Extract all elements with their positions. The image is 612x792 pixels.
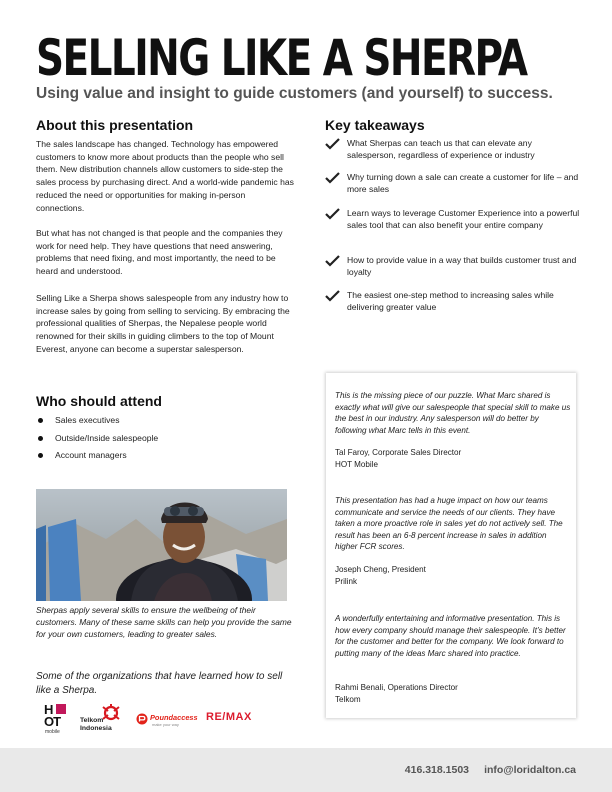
- takeaway-item: How to provide value in a way that builds customer trust and loyalty: [325, 254, 580, 289]
- checkmark-icon: [325, 138, 340, 150]
- checkmark-icon: [325, 172, 340, 184]
- takeaway-item: The easiest one-step method to increasing sales while delivering greater value: [325, 289, 580, 319]
- footer-email: info@loridalton.ca: [484, 764, 576, 776]
- bullet-icon: [38, 436, 43, 441]
- checkmark-icon: [325, 255, 340, 267]
- about-paragraph-3: Selling Like a Sherpa shows salespeople from any industry how to increase sales by going from selling to servicing. By embracing the professional qualities of Sherpas, the Nepalese people world renowned for their skills in guiding climbers to the top of Mount Everest, anyone can become a superstar salesperson.: [36, 293, 290, 354]
- bullet-icon: [38, 418, 43, 423]
- page-subtitle: Using value and insight to guide customers (and yourself) to success.: [36, 85, 553, 102]
- checkmark-icon: [325, 290, 340, 302]
- testimonial-attribution: Joseph Cheng, President Prilink: [335, 565, 426, 586]
- orgs-text: Some of the organizations that have learned how to sell like a Sherpa.: [36, 671, 283, 696]
- poundaccess-mark-icon: [136, 713, 148, 725]
- poundaccess-logo: Poundaccess make your way: [136, 712, 202, 732]
- about-heading: About this presentation: [36, 117, 194, 133]
- testimonial-quote: This is the missing piece of our puzzle. What Marc shared is exactly what will give our salespeople that special skill to make us the best in our industry. Any salesperson will do better by following what Marc tells in this event.: [335, 391, 571, 435]
- attend-item: Account managers: [36, 450, 158, 468]
- hot-mobile-logo: H OT mobile: [44, 703, 70, 737]
- bullet-icon: [38, 453, 43, 458]
- client-logos: [36, 703, 276, 737]
- about-paragraph-1: The sales landscape has changed. Technology has empowered customers to know more about products than the people who sell them. New distribution channels allow customers to side-step the sales process by purchasing direct. And a world-wide pandemic has reduced the need or opportunities for making in-person connections.: [36, 139, 294, 213]
- hot-accent-square: [56, 704, 66, 714]
- footer-phone: 416.318.1503: [404, 764, 469, 776]
- takeaways-list: [325, 137, 580, 319]
- testimonial-quote: This presentation has had a huge impact on how our teams communicate and service the needs of our clients. They have taken a more proactive role in sales yet do not actively sell. The result has been an 6-8 percent increase in sales in addition higher FCR scores.: [335, 496, 563, 552]
- checkmark-icon: [325, 208, 340, 220]
- attend-item: Sales executives: [36, 415, 158, 433]
- sherpa-photo: [36, 489, 287, 601]
- takeaway-item: What Sherpas can teach us that can elevate any salesperson, regardless of experience or industry: [325, 137, 580, 171]
- testimonial-attribution: Rahmi Benali, Operations Director Telkom: [335, 683, 458, 704]
- takeaways-heading: Key takeaways: [325, 117, 425, 133]
- attend-item: Outside/Inside salespeople: [36, 433, 158, 451]
- testimonial-quote: A wonderfully entertaining and informative presentation. This is how every company should manage their salespeople. It’s better for the customer and better for the company. We look forward to putting many of the ideas Marc shared into practice.: [335, 614, 566, 658]
- takeaway-item: Learn ways to leverage Customer Experience into a powerful sales tool that can also benefit your entire company: [325, 207, 580, 254]
- attend-heading: Who should attend: [36, 393, 162, 409]
- takeaway-item: Why turning down a sale can create a customer for life – and more sales: [325, 171, 580, 207]
- testimonial-attribution: Tal Faroy, Corporate Sales Director HOT Mobile: [335, 448, 462, 469]
- remax-logo: RE/MAX: [206, 711, 252, 723]
- attend-list: [36, 415, 158, 468]
- page-title: SELLING LIKE A SHERPA: [36, 29, 527, 87]
- telkom-logo: Telkom Indonesia: [80, 703, 126, 737]
- photo-caption: Sherpas apply several skills to ensure the wellbeing of their customers. Many of these same skills can help you provide the same for your own customers, leading to greater sales.: [36, 605, 292, 639]
- about-paragraph-2: But what has not changed is that people and the companies they work for need help. They have questions that need answering, problems that need fixing, and most importantly, the need to be heard and understood.: [36, 228, 283, 277]
